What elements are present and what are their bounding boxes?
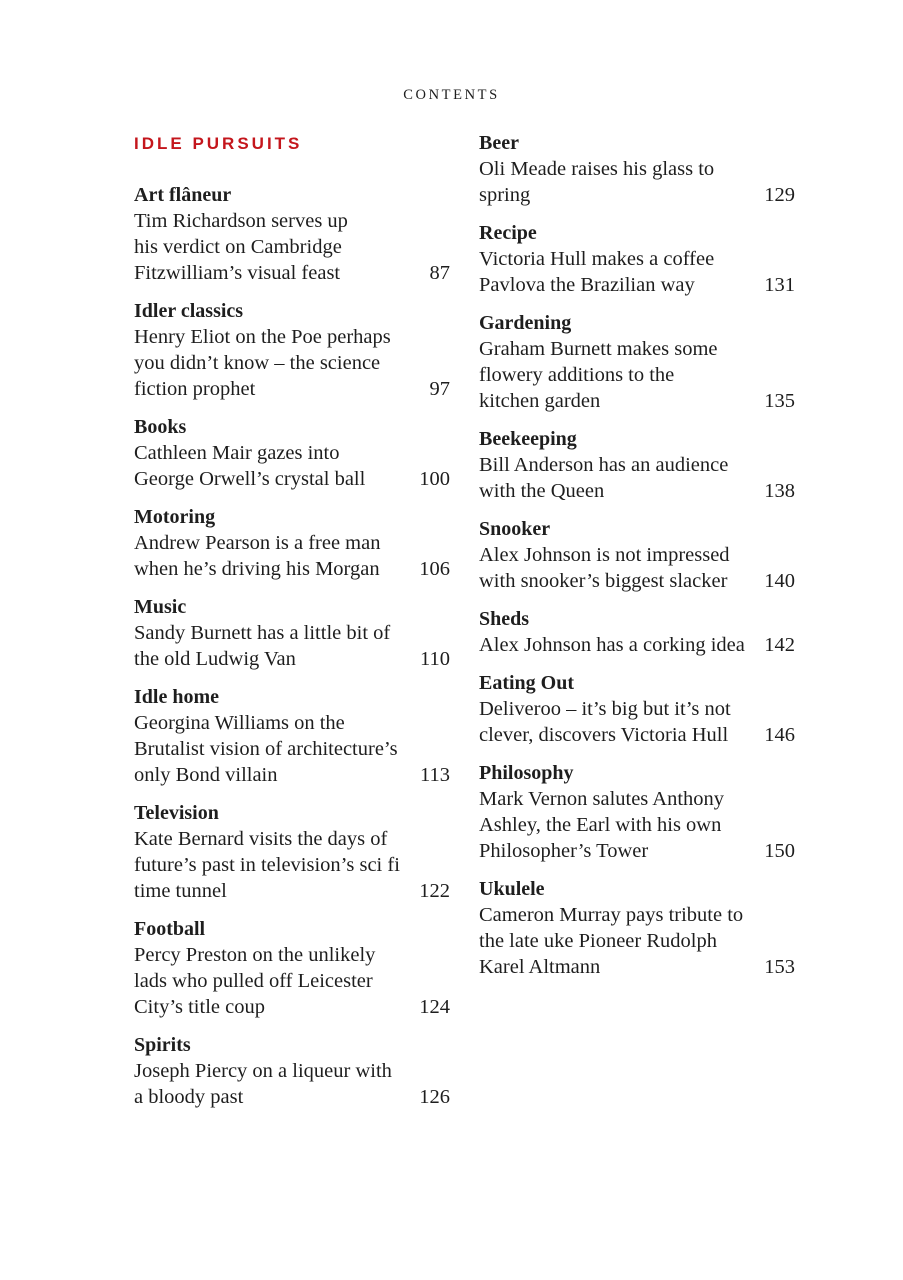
page-number: 122 xyxy=(419,880,450,902)
entry-description-line: Oli Meade raises his glass to xyxy=(479,158,715,180)
entry-description-line: clever, discovers Victoria Hull xyxy=(479,724,729,746)
entry-description-line: George Orwell’s crystal ball xyxy=(134,468,366,490)
toc-entry xyxy=(479,606,795,658)
toc-entry xyxy=(479,670,795,748)
entry-description-line: Alex Johnson has a corking idea xyxy=(479,634,745,656)
entry-description-line: kitchen garden xyxy=(479,390,601,412)
entry-title: Beer xyxy=(479,132,519,154)
toc-entry xyxy=(479,426,795,504)
entry-description-line: when he’s driving his Morgan xyxy=(134,558,380,580)
entry-title: Gardening xyxy=(479,312,572,334)
toc-entry xyxy=(134,916,450,1020)
entry-description-line: Sandy Burnett has a little bit of xyxy=(134,622,391,644)
page-number: 124 xyxy=(419,996,450,1018)
entry-description-line: Andrew Pearson is a free man xyxy=(134,532,381,554)
entry-description-line: Bill Anderson has an audience xyxy=(479,454,729,476)
entry-description-line: Deliveroo – it’s big but it’s not xyxy=(479,698,731,720)
entry-description-line: Ashley, the Earl with his own xyxy=(479,814,722,836)
page-number: 142 xyxy=(764,634,795,656)
toc-entry xyxy=(134,1032,450,1110)
entry-description-line: Joseph Piercy on a liqueur with xyxy=(134,1060,392,1082)
entry-title: Eating Out xyxy=(479,672,575,694)
entry-description-line: you didn’t know – the science xyxy=(134,352,381,374)
toc-entry xyxy=(134,298,450,402)
page-number: 87 xyxy=(429,262,450,284)
entry-description-line: Georgina Williams on the xyxy=(134,712,345,734)
entry-title: Football xyxy=(134,918,206,940)
toc-entry xyxy=(479,876,795,980)
entry-description-line: with the Queen xyxy=(479,480,605,502)
entry-description-line: Pavlova the Brazilian way xyxy=(479,274,695,296)
toc-entry xyxy=(134,800,450,904)
page-number: 146 xyxy=(764,724,795,746)
entry-description-line: a bloody past xyxy=(134,1086,244,1108)
page-number: 135 xyxy=(764,390,795,412)
toc-entry xyxy=(134,684,450,788)
entry-description-line: Alex Johnson is not impressed xyxy=(479,544,730,566)
entry-title: Spirits xyxy=(134,1034,191,1056)
page-number: 100 xyxy=(419,468,450,490)
entry-description-line: Brutalist vision of architecture’s xyxy=(134,738,398,760)
entry-title: Sheds xyxy=(479,608,530,630)
entry-description-line: his verdict on Cambridge xyxy=(134,236,342,258)
entry-title: Snooker xyxy=(479,518,551,540)
entry-description-line: Kate Bernard visits the days of xyxy=(134,828,388,850)
section-title: IDLE PURSUITS xyxy=(134,134,303,153)
entry-description-line: Tim Richardson serves up xyxy=(134,210,348,232)
page-number: 153 xyxy=(764,956,795,978)
page-number: 131 xyxy=(764,274,795,296)
entry-title: Recipe xyxy=(479,222,537,244)
entry-description-line: the late uke Pioneer Rudolph xyxy=(479,930,717,952)
page-title: CONTENTS xyxy=(403,87,500,103)
entry-description-line: only Bond villain xyxy=(134,764,278,786)
page-number: 97 xyxy=(429,378,450,400)
entry-description-line: spring xyxy=(479,184,531,206)
page-number: 113 xyxy=(420,764,450,786)
page-number: 126 xyxy=(419,1086,450,1108)
entry-description-line: Fitzwilliam’s visual feast xyxy=(134,262,341,284)
entry-description-line: City’s title coup xyxy=(134,996,265,1018)
entry-description-line: with snooker’s biggest slacker xyxy=(479,570,728,592)
toc-entry xyxy=(479,130,795,208)
entry-description-line: the old Ludwig Van xyxy=(134,648,296,670)
entry-title: Music xyxy=(134,596,187,618)
entry-description-line: Mark Vernon salutes Anthony xyxy=(479,788,725,810)
entry-description-line: Victoria Hull makes a coffee xyxy=(479,248,715,270)
toc-entry xyxy=(134,504,450,582)
entry-description-line: flowery additions to the xyxy=(479,364,675,386)
toc-entry xyxy=(134,414,450,492)
entry-title: Art flâneur xyxy=(134,184,232,206)
entry-description-line: Graham Burnett makes some xyxy=(479,338,718,360)
toc-entry xyxy=(134,594,450,672)
toc-entry xyxy=(479,310,795,414)
entry-description-line: Percy Preston on the unlikely xyxy=(134,944,376,966)
page-number: 138 xyxy=(764,480,795,502)
entry-description-line: future’s past in television’s sci fi xyxy=(134,854,400,876)
entry-description-line: Cameron Murray pays tribute to xyxy=(479,904,744,926)
toc-entry xyxy=(479,760,795,864)
page-number: 140 xyxy=(764,570,795,592)
entry-title: Television xyxy=(134,802,219,824)
entry-title: Beekeeping xyxy=(479,428,577,450)
page-number: 129 xyxy=(764,184,795,206)
toc-entry xyxy=(479,220,795,298)
entry-description-line: time tunnel xyxy=(134,880,227,902)
page-number: 110 xyxy=(420,648,450,670)
entry-title: Philosophy xyxy=(479,762,574,784)
entry-title: Idler classics xyxy=(134,300,244,322)
entry-title: Idle home xyxy=(134,686,219,708)
entry-title: Motoring xyxy=(134,506,216,528)
entry-description-line: Cathleen Mair gazes into xyxy=(134,442,340,464)
entry-title: Books xyxy=(134,416,187,438)
toc-entry xyxy=(479,516,795,594)
entry-description-line: Henry Eliot on the Poe perhaps xyxy=(134,326,391,348)
entry-description-line: fiction prophet xyxy=(134,378,256,400)
toc-entry xyxy=(134,182,450,286)
page-number: 150 xyxy=(764,840,795,862)
entry-description-line: Philosopher’s Tower xyxy=(479,840,649,862)
entry-description-line: Karel Altmann xyxy=(479,956,601,978)
page-number: 106 xyxy=(419,558,450,580)
entry-description-line: lads who pulled off Leicester xyxy=(134,970,373,992)
entry-title: Ukulele xyxy=(479,878,545,900)
